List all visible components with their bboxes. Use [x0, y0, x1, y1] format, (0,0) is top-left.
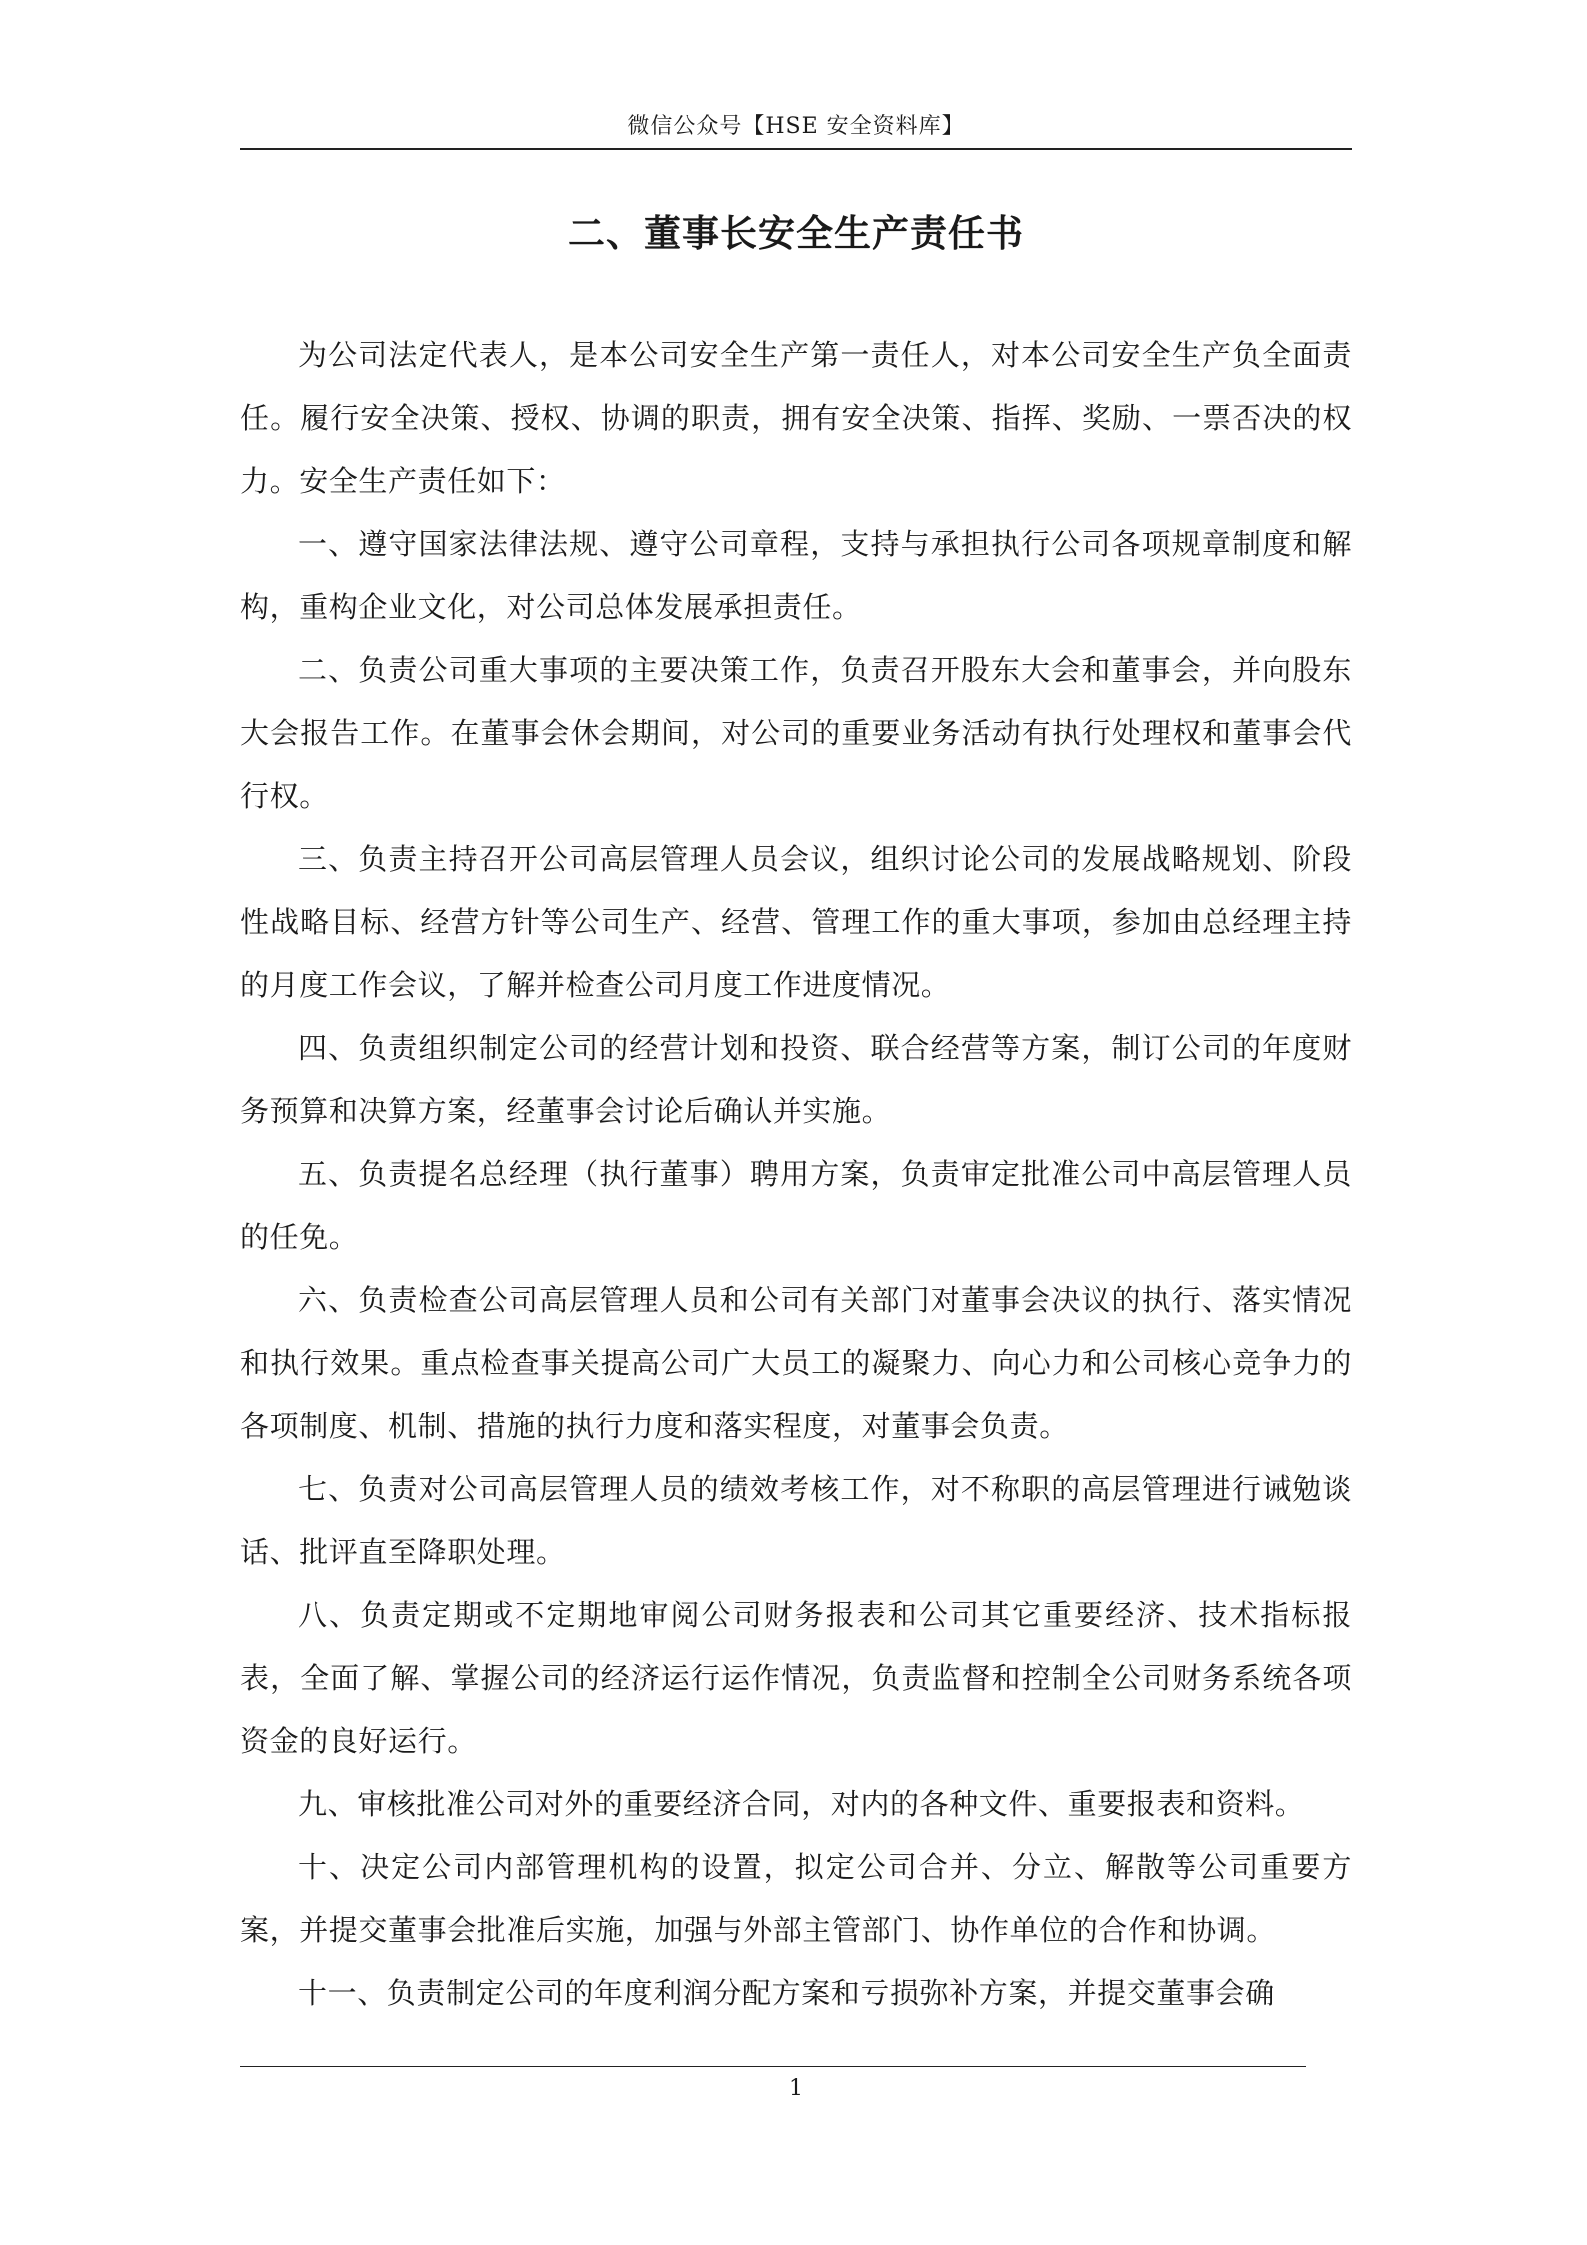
clause-paragraph: 八、负责定期或不定期地审阅公司财务报表和公司其它重要经济、技术指标报表，全面了解、掌握公司的经济运行运作情况，负责监督和控制全公司财务系统各项资金的良好运行。 [240, 1598, 1352, 1758]
clause-paragraph: 六、负责检查公司高层管理人员和公司有关部门对董事会决议的执行、落实情况和执行效果。重点检查事关提高公司广大员工的凝聚力、向心力和公司核心竞争力的各项制度、机制、措施的执行力度和落实程度，对董事会负责。 [240, 1283, 1352, 1443]
page-number: 1 [789, 2076, 803, 2101]
intro-paragraph: 为公司法定代表人，是本公司安全生产第一责任人，对本公司安全生产负全面责任。履行安全决策、授权、协调的职责，拥有安全决策、指挥、奖励、一票否决的权力。安全生产责任如下： [240, 338, 1352, 498]
clause-paragraph: 十、决定公司内部管理机构的设置，拟定公司合并、分立、解散等公司重要方案，并提交董事会批准后实施，加强与外部主管部门、协作单位的合作和协调。 [240, 1850, 1352, 1947]
header-divider [240, 148, 1352, 150]
clause-paragraph: 十一、负责制定公司的年度利润分配方案和亏损弥补方案，并提交董事会确 [298, 1976, 1275, 2010]
clause-paragraph: 二、负责公司重大事项的主要决策工作，负责召开股东大会和董事会，并向股东大会报告工作。在董事会休会期间，对公司的重要业务活动有执行处理权和董事会代行权。 [240, 653, 1352, 813]
document-title: 二、董事长安全生产责任书 [568, 211, 1024, 255]
footer-divider [240, 2066, 1306, 2067]
document-body [240, 324, 1352, 2025]
clause-paragraph: 四、负责组织制定公司的经营计划和投资、联合经营等方案，制订公司的年度财务预算和决算方案，经董事会讨论后确认并实施。 [240, 1031, 1352, 1128]
clause-paragraph: 七、负责对公司高层管理人员的绩效考核工作，对不称职的高层管理进行诫勉谈话、批评直至降职处理。 [240, 1472, 1352, 1569]
clause-paragraph: 三、负责主持召开公司高层管理人员会议，组织讨论公司的发展战略规划、阶段性战略目标、经营方针等公司生产、经营、管理工作的重大事项，参加由总经理主持的月度工作会议，了解并检查公司月度工作进度情况。 [240, 842, 1352, 1002]
running-header: 微信公众号【HSE 安全资料库】 [627, 114, 965, 139]
clause-paragraph: 一、遵守国家法律法规、遵守公司章程，支持与承担执行公司各项规章制度和解构，重构企业文化，对公司总体发展承担责任。 [240, 527, 1352, 624]
clause-paragraph: 五、负责提名总经理（执行董事）聘用方案，负责审定批准公司中高层管理人员的任免。 [240, 1157, 1352, 1254]
clause-paragraph: 九、审核批准公司对外的重要经济合同，对内的各种文件、重要报表和资料。 [298, 1787, 1305, 1821]
